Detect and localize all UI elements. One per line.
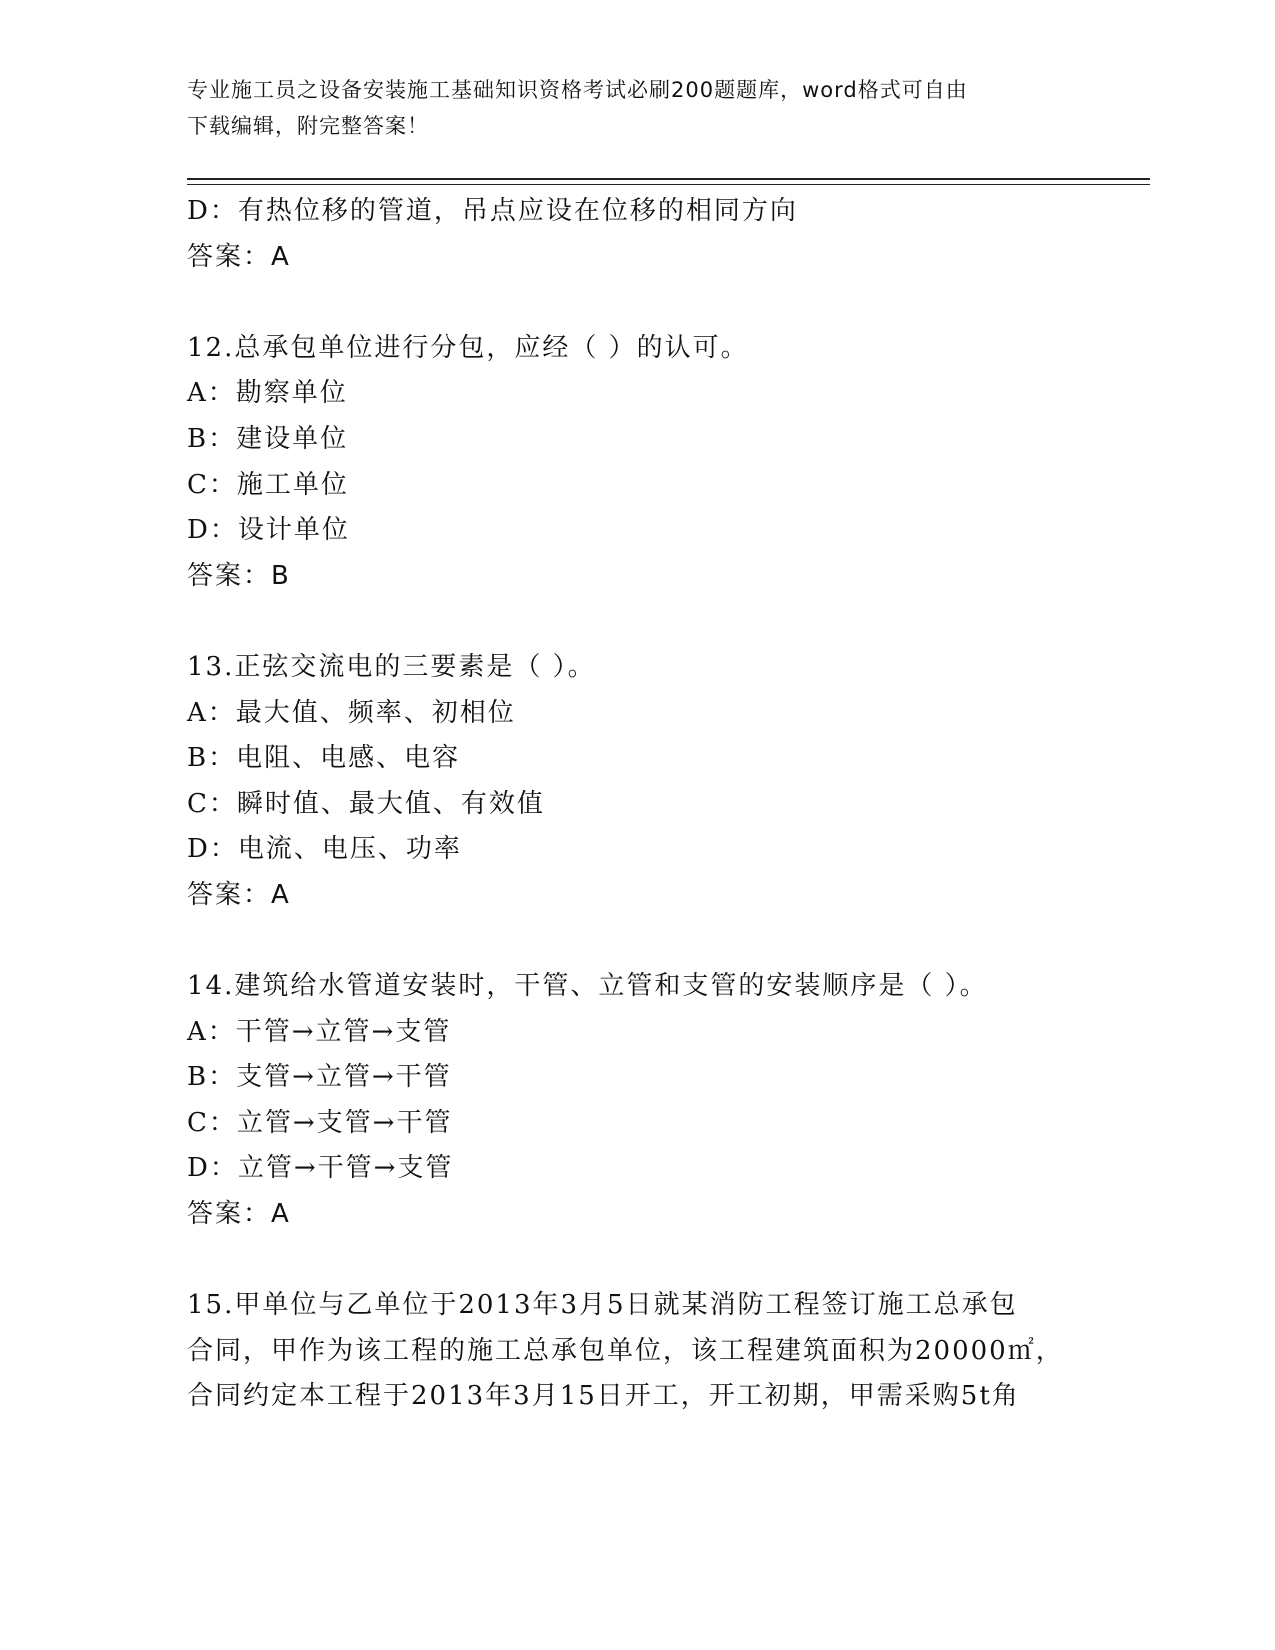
question-stem-line-3: 合同约定本工程于2013年3月15日开工，开工初期，甲需采购5t角 bbox=[187, 1381, 1020, 1412]
question-stem: 12.总承包单位进行分包，应经（ ）的认可。 bbox=[187, 332, 749, 363]
spacer bbox=[187, 599, 1087, 645]
question-stem: 13.正弦交流电的三要素是（ ）。 bbox=[187, 651, 596, 682]
header-line-1: 专业施工员之设备安装施工基础知识资格考试必刷200题题库，word格式可自由 bbox=[187, 78, 968, 102]
option-b: B：电阻、电感、电容 bbox=[187, 743, 461, 774]
question-list bbox=[187, 189, 1087, 1420]
header-divider-thick bbox=[187, 178, 1150, 180]
spacer bbox=[187, 919, 1087, 965]
question-14 bbox=[187, 964, 1087, 1238]
option-d: D：电流、电压、功率 bbox=[187, 834, 462, 865]
spacer bbox=[187, 280, 1087, 326]
spacer bbox=[187, 1238, 1087, 1284]
document-header bbox=[187, 72, 1087, 144]
question-stem-line-2: 合同，甲作为该工程的施工总承包单位，该工程建筑面积为20000㎡， bbox=[187, 1335, 1064, 1366]
question-stem-line-1: 15.甲单位与乙单位于2013年3月5日就某消防工程签订施工总承包 bbox=[187, 1290, 1018, 1321]
option-a: A：最大值、频率、初相位 bbox=[187, 697, 516, 728]
option-a: A：勘察单位 bbox=[187, 378, 348, 409]
option-a: A：干管→立管→支管 bbox=[187, 1016, 452, 1047]
question-12 bbox=[187, 326, 1087, 600]
answer: 答案：A bbox=[187, 1199, 291, 1230]
question-13 bbox=[187, 645, 1087, 919]
prev-option-d: D：有热位移的管道，吊点应设在位移的相同方向 bbox=[187, 196, 798, 226]
question-15 bbox=[187, 1283, 1087, 1420]
header-divider-thin bbox=[187, 184, 1150, 185]
option-c: C：立管→支管→干管 bbox=[187, 1107, 453, 1138]
option-d: D：设计单位 bbox=[187, 515, 350, 546]
question-stem: 14.建筑给水管道安装时，干管、立管和支管的安装顺序是（ ）。 bbox=[187, 971, 988, 1002]
option-c: C：瞬时值、最大值、有效值 bbox=[187, 788, 545, 819]
option-b: B：建设单位 bbox=[187, 423, 349, 454]
answer: 答案：A bbox=[187, 879, 291, 910]
answer: 答案：B bbox=[187, 560, 291, 591]
option-c: C：施工单位 bbox=[187, 469, 349, 500]
header-line-2: 下载编辑，附完整答案！ bbox=[187, 114, 429, 138]
option-d: D：立管→干管→支管 bbox=[187, 1153, 454, 1184]
prev-answer: 答案：A bbox=[187, 241, 291, 272]
option-b: B：支管→立管→干管 bbox=[187, 1062, 452, 1093]
